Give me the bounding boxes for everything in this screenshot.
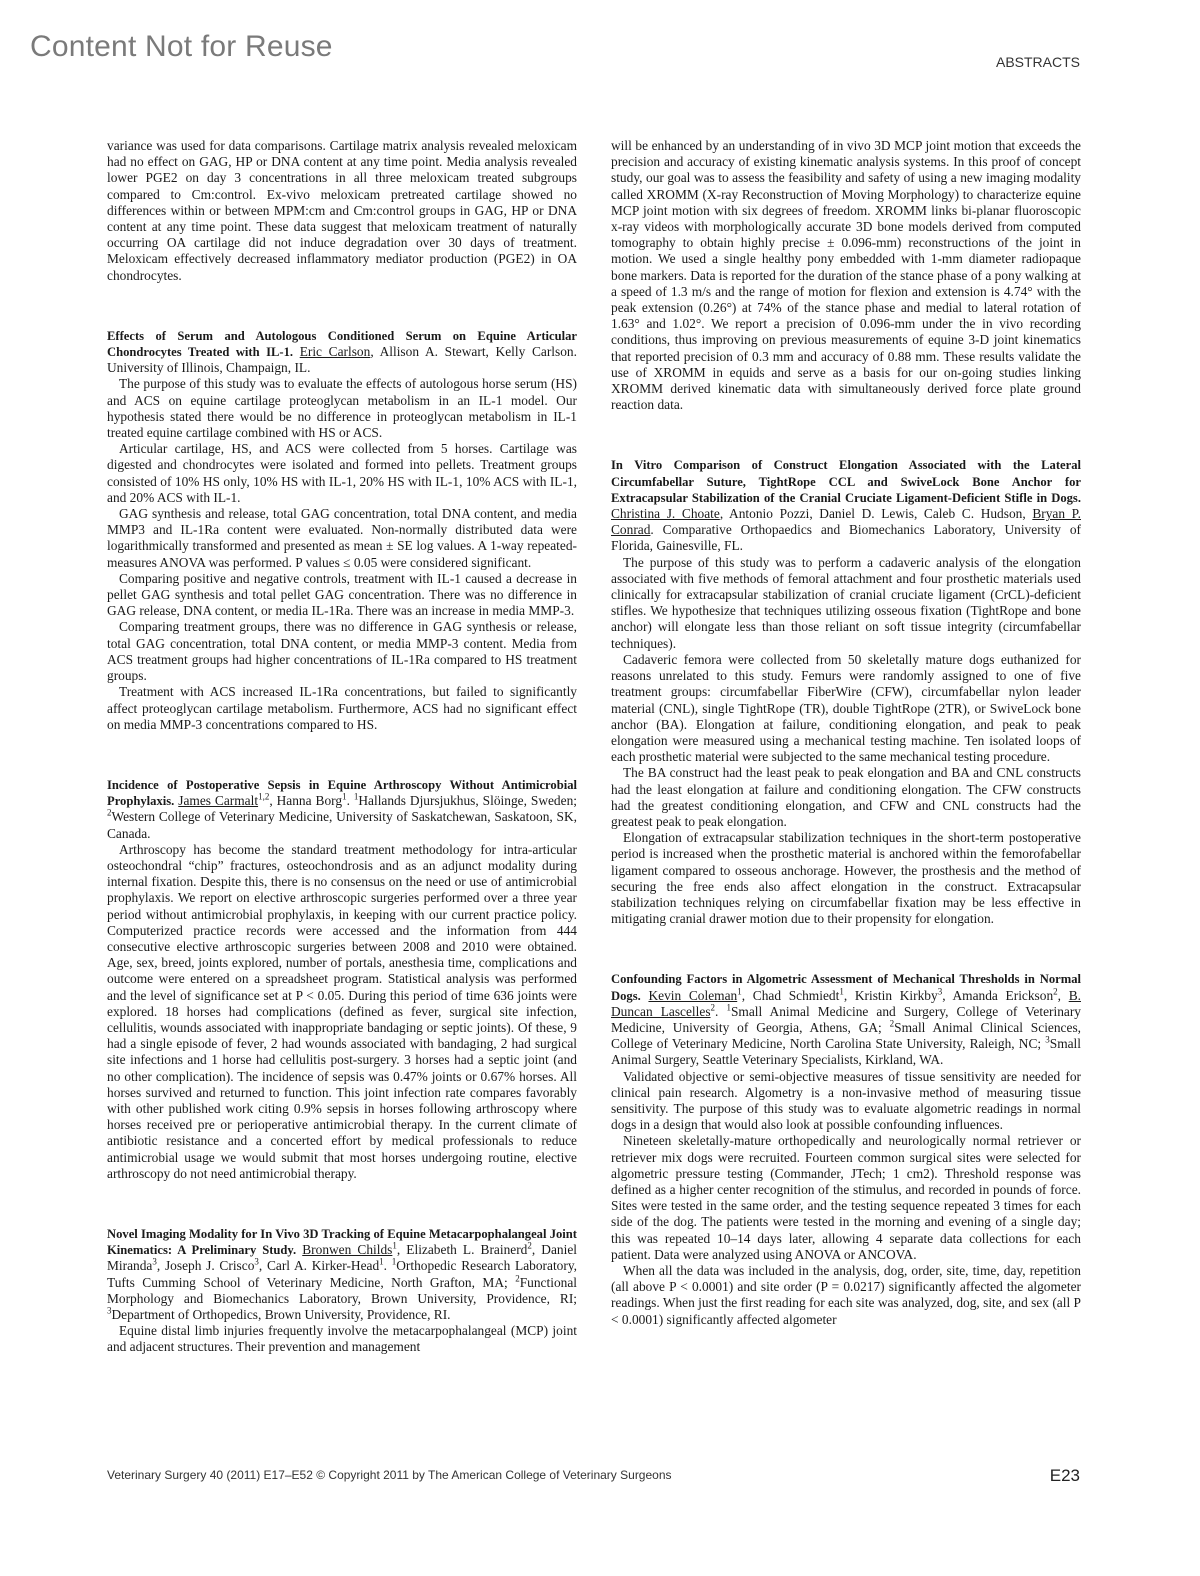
affiliation-marker: 2 [515, 1273, 520, 1284]
paragraph: Validated objective or semi-objective measures of tissue sensitivity are needed for clinical pain research. Algometry is a non-invasive method of measuring tissue sensitivity. The purpose of this study was to evaluate algometric readings in normal dogs in a design that would also look at possible confounding influences. [611, 1068, 1081, 1133]
affiliation: Department of Orthopedics, Brown University, Providence, RI. [111, 1307, 451, 1322]
paragraph: Comparing treatment groups, there was no difference in GAG synthesis or release, total GAG concentration, total DNA content, or media MMP-3 content. Media from ACS treatment groups had higher concentrations of IL-1Ra compared to HS treatment groups. [107, 619, 577, 684]
abstract-imaging [107, 1226, 577, 1356]
paragraph: Equine distal limb injuries frequently involve the metacarpophalangeal (MCP) joint and adjacent structures. Their prevention and management [107, 1323, 577, 1355]
author: , Joseph J. Crisco [156, 1258, 255, 1274]
abstract-algometric [611, 971, 1081, 1327]
presenting-author: Eric Carlson [299, 344, 371, 360]
affiliation: Small Animal Surgery, Seattle Veterinary Specialists, Kirkland, WA. [611, 1036, 1081, 1068]
abstract-title: Novel Imaging Modality for In Vivo 3D Tracking of Equine Metacarpophalangeal Joint Kinematics: A Preliminary Study. [107, 1226, 577, 1258]
author: , Daniel Miranda [107, 1242, 577, 1274]
paragraph: Comparing positive and negative controls, treatment with IL-1 caused a decrease in pellet GAG synthesis and total pellet GAG concentration. There was no difference in GAG release, DNA content, or media IL-1Ra. There was an increase in media MMP-3. [107, 570, 577, 619]
page-number: E23 [1049, 1466, 1080, 1485]
presenting-author: Kevin Coleman [648, 987, 738, 1003]
author: , Hanna Borg [269, 793, 343, 809]
affiliation: Orthopedic Research Laboratory, Tufts Cumming School of Veterinary Medicine, North Grafton, MA; [107, 1258, 578, 1290]
abstract-construct-elongation [611, 457, 1081, 927]
underlined-author: Bryan P. Conrad [611, 506, 1081, 538]
paragraph: GAG synthesis and release, total GAG concentration, total DNA content, and media MMP3 and IL-1Ra content were evaluated. Non-normally distributed data were logarithmically transformed and presented as mean ± SE log values. A 1-way repeated-measures ANOVA was performed. P values ≤ 0.05 were considered significant. [107, 506, 577, 570]
affiliation: Functional Morphology and Biomechanics Laboratory, Brown University, Providence, RI; [107, 1274, 577, 1306]
separator: , [1057, 987, 1069, 1003]
section-label: ABSTRACTS [995, 54, 1080, 70]
author: , Kristin Kirkby [843, 987, 938, 1003]
abstract-serum [107, 328, 577, 733]
authors: , Antonio Pozzi, Daniel D. Lewis, Caleb C. Hudson, [719, 506, 1033, 522]
right-column [611, 138, 1081, 1328]
abstract-sepsis [107, 777, 577, 1182]
affiliation: Small Animal Medicine and Surgery, College of Veterinary Medicine, University of Georgia, Athens, GA; [611, 1003, 1081, 1035]
abstract-header [611, 971, 1081, 1068]
affiliation: Western College of Veterinary Medicine, University of Saskatchewan, Saskatoon, SK, Canada. [107, 809, 577, 841]
abstract-title: Confounding Factors in Algometric Assessment of Mechanical Thresholds in Normal Dogs. [611, 972, 1081, 1003]
presenting-author: James Carmalt [178, 793, 259, 809]
affiliation-marker: 1,2 [258, 791, 270, 802]
affiliation-marker: 3 [1045, 1034, 1050, 1045]
affiliation-marker: 3 [254, 1256, 259, 1267]
paragraph: Nineteen skeletally-mature orthopedically and neurologically normal retriever or retriever mix dogs were recruited. Fourteen common surgical sites were selected for algometric pressure testing (Commander, JTech; 1 cm2). Threshold response was defined as a higher center recognition of the stimulus, and recorded in pounds of force. Sites were tested in the same order, and the testing sequence repeated 3 times for each side of the dog. The patients were tested in the morning and evening of a single day; this was repeated 10–14 days later, allowing 4 separate data collections for each patient. Data were analyzed using ANOVA or ANCOVA. [611, 1133, 1081, 1262]
affiliation: Hallands Djursjukhus, Slöinge, Sweden; [358, 793, 577, 809]
paragraph: variance was used for data comparisons. Cartilage matrix analysis revealed meloxicam had no effect on GAG, HP or DNA content at any time point. Media analysis revealed lower PGE2 on day 3 concentrations in all three meloxicam treated subgroups compared to Cm:control. Ex-vivo meloxicam pretreated cartilage showed no differences within or between MPM:cm and Cm:control groups in GAG, HP or DNA content at any time point. These data suggest that meloxicam treatment of naturally occurring OA cartilage did not induce degradation over 30 days of treatment. Meloxicam effectively decreased inflammatory mediator production (PGE2) in OA chondrocytes. [107, 138, 577, 283]
affiliation-marker: 2 [710, 1002, 716, 1013]
underlined-author: B. Duncan Lascelles [611, 987, 1081, 1019]
separator: . [715, 1003, 727, 1019]
paragraph: The purpose of this study was to perform a cadaveric analysis of the elongation associated with five methods of femoral attachment and four prosthetic materials used clinically for extracapsular stabilization of cranial cruciate ligament (CrCL)-deficient stifles. We hypothesize that techniques utilizing osseous fixation (TightRope and bone anchor) will elongate less than those reliant on soft tissue integrity (circumfabellar techniques). [611, 554, 1081, 651]
separator: . [346, 793, 354, 809]
affiliation-marker: 2 [527, 1240, 532, 1251]
left-column [107, 138, 577, 1356]
paragraph: When all the data was included in the analysis, dog, order, site, time, day, repetition (all above P < 0.0001) and site order (P = 0.0217) significantly affected the algometer readings. When just the first reading for each site was analyzed, dog, site, and sex (all P < 0.0001) significantly affected algometer [611, 1263, 1081, 1327]
paragraph: will be enhanced by an understanding of in vivo 3D MCP joint motion that exceeds the precision and accuracy of existing kinematic analysis systems. In this proof of concept study, our goal was to assess the feasibility and safety of using a new imaging modality called XROMM (X-ray Reconstruction of Moving Morphology) to characterize equine MCP joint motion with six degrees of freedom. XROMM links bi-planar fluoroscopic x-ray videos with morphologically accurate 3D bone models derived from computed tomography to obtain highly precise ± 0.096-mm) reconstructions of the joint in motion. We used a single healthy pony embedded with 1-mm diameter radiopaque bone markers. Data is reported for the duration of the stance phase of a pony walking at a speed of 1.3 m/s and the range of motion for flexion and extension is 4.74° with the peak extension (0.26°) at 74% of the stance phase and medial to lateral rotation of 1.63° and 1.02°. We report a precision of 0.096-mm under the in vivo recording conditions, thus improving on previous measurements of equine 3-D joint kinematics that reported precision of 0.3 mm and accuracy of 0.88 mm. These results validate the use of XROMM in equids and serve as a basis for our on-going studies linking XROMM derived kinematic data with simultaneously derived force plate ground reaction data. [611, 138, 1081, 413]
affiliation: . Comparative Orthopaedics and Biomechanics Laboratory, University of Florida, Gainesville, FL. [611, 522, 1081, 554]
abstract-title: In Vitro Comparison of Construct Elongation Associated with the Lateral Circumfabellar Suture, TightRope CCL and SwiveLock Bone Anchor for Extracapsular Stabilization of the Cranial Cruciate Ligament-Deficient Stifle in Dogs. [611, 458, 1081, 505]
affiliation-marker: 1 [353, 791, 359, 802]
affiliation-marker: 3 [152, 1256, 157, 1267]
affiliation-marker: 1 [839, 986, 844, 997]
affiliation-marker: 1 [726, 1002, 731, 1013]
separator: . [383, 1258, 392, 1274]
paragraph: The BA construct had the least peak to peak elongation and BA and CNL constructs had the least elongation at failure and conditioning elongation. The CFW constructs had the greatest conditioning elongation, and CFW and CNL constructs had the greatest peak to peak elongation. [611, 765, 1081, 829]
abstract-header [611, 457, 1081, 554]
authors: , Allison A. Stewart, Kelly Carlson. University of Illinois, Champaign, IL. [107, 344, 577, 376]
affiliation-marker: 1 [392, 1240, 397, 1251]
affiliation-marker: 1 [391, 1256, 397, 1267]
author: , Chad Schmiedt [741, 987, 840, 1003]
author: , Carl A. Kirker-Head [258, 1258, 380, 1274]
affiliation-marker: 3 [937, 986, 943, 997]
affiliation-marker: 2 [107, 807, 112, 818]
author: , Amanda Erickson [942, 987, 1054, 1003]
watermark: Content Not for Reuse [30, 30, 333, 63]
abstract-header [107, 777, 577, 842]
affiliation: Small Animal Clinical Sciences, College of Veterinary Medicine, North Carolina State University, Raleigh, NC; [611, 1019, 1081, 1052]
abstract-header [107, 328, 577, 377]
paragraph: Cadaveric femora were collected from 50 skeletally mature dogs euthanized for reasons unrelated to this study. Femurs were randomly assigned to one of five treatment groups: circumfabellar FiberWire (CFW), circumfabellar nylon leader material (CNL), single TightRope (TR), double TightRope (2TR), or SwiveLock bone anchor (BA). Elongation at failure, conditioning elongation, and peak to peak elongation were measured using a mechanical testing machine. Ten isolated loops of each prosthetic material were subjected to the same mechanical testing procedure. [611, 651, 1081, 765]
affiliation-marker: 1 [379, 1256, 384, 1267]
affiliation-marker: 1 [737, 986, 742, 997]
abstract-title: Effects of Serum and Autologous Conditioned Serum on Equine Articular Chondrocytes Treated with IL-1. [107, 328, 577, 360]
paragraph: The purpose of this study was to evaluate the effects of autologous horse serum (HS) and ACS on equine cartilage proteoglycan metabolism in an IL-1 model. Our hypothesis stated there would be no difference in proteoglycan metabolism in IL-1 treated equine cartilage combined with HS or ACS. [107, 376, 577, 441]
affiliation-marker: 3 [107, 1305, 112, 1316]
paragraph: Elongation of extracapsular stabilization techniques in the short-term postoperative period is increased when the prosthetic material is anchored within the femorofabellar ligament compared to osseous anchorage. However, the prosthesis and the method of securing the free ends also affect elongation in the construct. Extracapsular stabilization techniques relying on circumfabellar fixation may be less effective in mitigating cranial drawer motion due to their propensity for elongation. [611, 830, 1081, 927]
paragraph: Treatment with ACS increased IL-1Ra concentrations, but failed to significantly affect proteoglycan cartilage metabolism. Furthermore, ACS had no significant effect on media MMP-3 concentrations compared to HS. [107, 684, 577, 732]
presenting-author: Christina J. Choate [611, 506, 720, 522]
affiliation-marker: 2 [889, 1018, 895, 1029]
journal-citation: Veterinary Surgery 40 (2011) E17–E52 © Copyright 2011 by The American College of Veterinary Surgeons [107, 1468, 672, 1482]
paragraph: Articular cartilage, HS, and ACS were collected from 5 horses. Cartilage was digested and chondrocytes were isolated and formed into pellets. Treatment groups consisted of 10% HS only, 10% HS with IL-1, 20% HS with IL-1, 10% ACS with IL-1, and 20% ACS with IL-1. [107, 441, 577, 505]
abstract-imaging-continuation [611, 138, 1081, 413]
abstract-title: Incidence of Postoperative Sepsis in Equine Arthroscopy Without Antimicrobial Prophylaxis. [107, 777, 577, 809]
abstract-header [107, 1226, 577, 1323]
author: , Elizabeth L. Brainerd [396, 1242, 528, 1258]
presenting-author: Bronwen Childs [302, 1242, 393, 1258]
abstract-meloxicam-continuation [107, 138, 577, 284]
affiliation-marker: 2 [1053, 986, 1058, 997]
paragraph: Arthroscopy has become the standard treatment methodology for intra-articular osteochondral “chip” fractures, osteochondrosis and as an adjunct modality during internal fixation. Despite this, there is no consensus on the need or use of antimicrobial prophylaxis. We report on elective arthroscopic surgeries performed over a three year period without antimicrobial prophylaxis, in keeping with our current practice policy. Computerized practice records were accessed and the information from 444 consecutive elective arthroscopic surgeries between 2008 and 2010 were obtained. Age, sex, breed, joints explored, number of portals, anesthesia time, complications and outcome were entered on a spreadsheet program. Statistical analysis was performed and the level of significance set at P < 0.05. During this period of time 636 joints were explored. 18 horses had complications (defined as fever, surgical site infection, cellulitis, wounds associated with inappropriate bandaging or septic joints). Of these, 9 had a single episode of fever, 2 had wounds associated with bandaging, 2 had surgical site infections and 1 horse had cellulitis post-surgery. 3 horses had a septic joint (and no other complication). The incidence of sepsis was 0.47% joints or 0.67% horses. All horses survived and returned to function. This joint infection rate compares favorably with other published work citing 0.9% sepsis in horses following arthroscopy where horses received pre or perioperative antimicrobial therapy. In the current climate of antibiotic resistance and a concerted effort by medical professionals to reduce antimicrobial usage we would submit that most horses undergoing routine, elective arthroscopy do not need antimicrobial therapy. [107, 841, 577, 1181]
affiliation-marker: 1 [342, 791, 347, 802]
